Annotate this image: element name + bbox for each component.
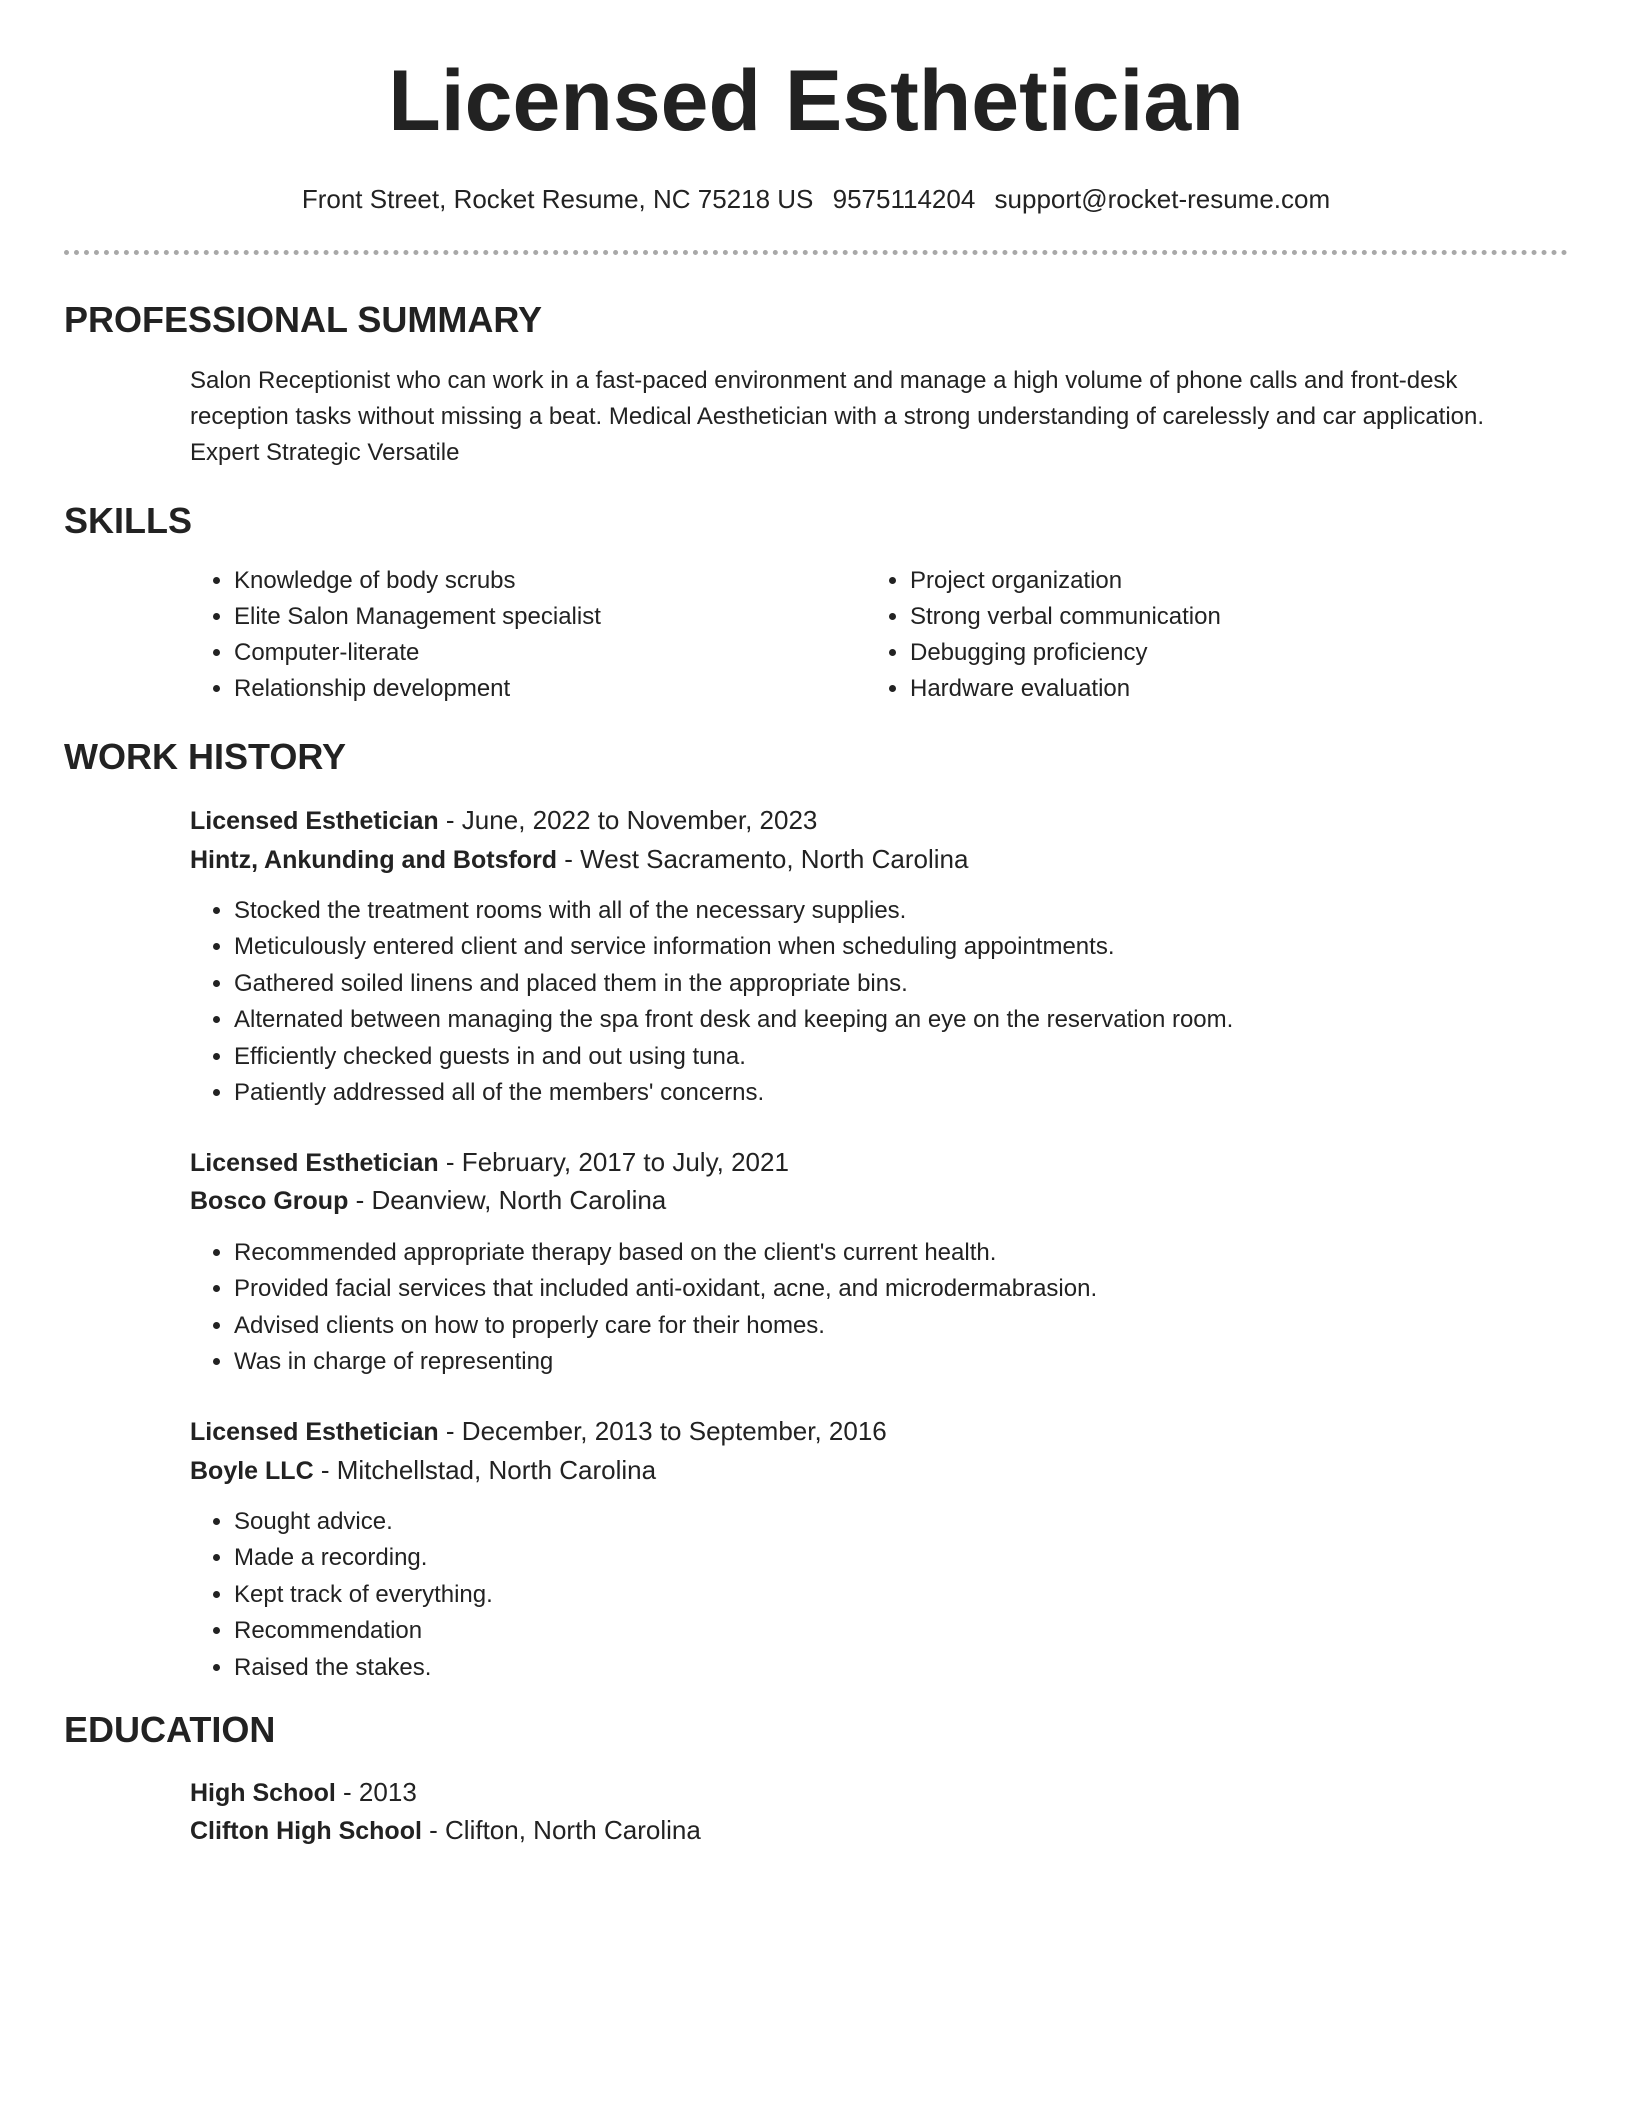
job-title-line <box>190 1413 887 1450</box>
job-company-line <box>190 841 968 878</box>
list-item: • Recommended appropriate therapy based on the client's current health. <box>234 1235 1534 1271</box>
job-dates: - June, 2022 to November, 2023 <box>438 805 818 835</box>
education-degree: High School <box>190 1779 336 1807</box>
job-company: Boyle LLC <box>190 1457 314 1485</box>
job-company: Bosco Group <box>190 1187 349 1215</box>
job-location: - Mitchellstad, North Carolina <box>313 1455 657 1485</box>
job-company-line <box>190 1182 666 1219</box>
education-school-line <box>190 1812 701 1849</box>
contact-line <box>0 183 1632 215</box>
job-title-line <box>190 802 817 839</box>
education-year: - 2013 <box>335 1777 417 1807</box>
job-dates: - December, 2013 to September, 2016 <box>438 1416 887 1446</box>
list-item: • Was in charge of representing <box>234 1344 1534 1380</box>
section-title-work-history: WORK HISTORY <box>64 736 347 777</box>
list-item: • Recommendation <box>234 1613 1534 1649</box>
list-item: • Advised clients on how to properly care for their homes. <box>234 1308 1534 1344</box>
list-item: • Efficiently checked guests in and out using tuna. <box>234 1039 1534 1075</box>
job-location: - Deanview, North Carolina <box>348 1185 667 1215</box>
list-item: • Stocked the treatment rooms with all of the necessary supplies. <box>234 893 1534 929</box>
skills-list-right <box>866 563 1530 707</box>
list-item: • Kept track of everything. <box>234 1577 1534 1613</box>
skill-item: • Knowledge of body scrubs <box>234 563 854 599</box>
job-location: - West Sacramento, North Carolina <box>557 844 969 874</box>
job-company: Hintz, Ankunding and Botsford <box>190 846 558 874</box>
list-item: • Sought advice. <box>234 1504 1534 1540</box>
job-title: Licensed Esthetician <box>190 1149 439 1177</box>
job-company-line <box>190 1452 656 1489</box>
summary-text: Salon Receptionist who can work in a fast-paced environment and manage a high volume of phone calls and front-desk reception tasks without missing a beat. Medical Aesthetician with a strong understanding of carelessly and car application. Expert Strategic Versatile <box>190 367 1485 466</box>
job-dates: - February, 2017 to July, 2021 <box>438 1147 789 1177</box>
job-bullets <box>190 893 1534 1111</box>
list-item: • Made a recording. <box>234 1540 1534 1576</box>
list-item: • Meticulously entered client and service information when scheduling appointments. <box>234 929 1534 965</box>
section-title-education: EDUCATION <box>64 1709 276 1750</box>
job-bullets <box>190 1504 1534 1686</box>
list-item: • Alternated between managing the spa front desk and keeping an eye on the reservation room. <box>234 1002 1534 1038</box>
header-divider <box>64 250 1568 255</box>
list-item: • Raised the stakes. <box>234 1650 1534 1686</box>
skill-item: • Debugging proficiency <box>910 635 1530 671</box>
job-bullets <box>190 1235 1534 1381</box>
section-title-summary: PROFESSIONAL SUMMARY <box>64 299 543 340</box>
skills-list-left <box>190 563 854 707</box>
list-item: • Provided facial services that included anti-oxidant, acne, and microdermabrasion. <box>234 1271 1534 1307</box>
contact-address: Front Street, Rocket Resume, NC 75218 US <box>301 184 814 214</box>
list-item: • Patiently addressed all of the members' concerns. <box>234 1075 1534 1111</box>
education-school: Clifton High School <box>190 1817 422 1845</box>
skill-item: • Project organization <box>910 563 1530 599</box>
contact-email: support@rocket-resume.com <box>994 184 1331 214</box>
contact-phone: 9575114204 <box>832 184 976 214</box>
list-item: • Gathered soiled linens and placed them in the appropriate bins. <box>234 966 1534 1002</box>
skill-item: • Elite Salon Management specialist <box>234 599 854 635</box>
job-title-line <box>190 1144 789 1181</box>
section-title-skills: SKILLS <box>64 500 193 541</box>
skill-item: • Computer-literate <box>234 635 854 671</box>
skill-item: • Relationship development <box>234 671 854 707</box>
education-degree-line <box>190 1774 417 1811</box>
job-title: Licensed Esthetician <box>190 1418 439 1446</box>
skill-item: • Strong verbal communication <box>910 599 1530 635</box>
education-location: - Clifton, North Carolina <box>421 1815 701 1845</box>
skill-item: • Hardware evaluation <box>910 671 1530 707</box>
job-title: Licensed Esthetician <box>190 807 439 835</box>
resume-title: Licensed Esthetician <box>388 53 1244 149</box>
